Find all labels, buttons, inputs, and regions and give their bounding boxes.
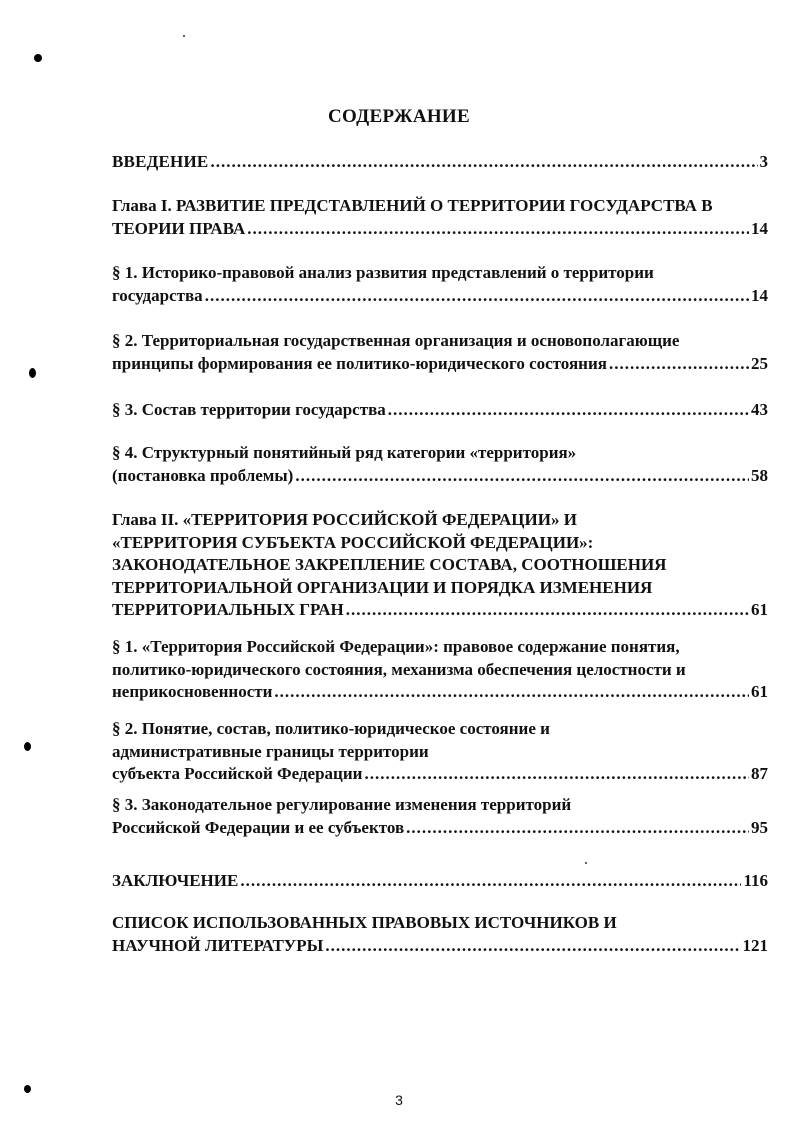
- toc-entry-ch2-section-1: [112, 636, 768, 704]
- toc-entry-chapter-1: [112, 195, 768, 240]
- dot-leader: [210, 151, 757, 174]
- toc-entry-chapter-2: [112, 509, 768, 622]
- toc-leader-line: [112, 218, 768, 241]
- toc-entry-title: неприкосновенности: [112, 682, 273, 701]
- toc-entry-title: Глава I. РАЗВИТИЕ ПРЕДСТАВЛЕНИЙ О ТЕРРИТОРИИ ГОСУДАРСТВА В: [112, 196, 713, 215]
- toc-entry-title: политико-юридического состояния, механизма обеспечения целостности и: [112, 659, 686, 679]
- toc-entry-title: ТЕРРИТОРИАЛЬНЫХ ГРАН: [112, 600, 344, 619]
- toc-entry-title: § 4. Структурный понятийный ряд категории «территория»: [112, 443, 577, 462]
- toc-page-number: 61: [751, 600, 768, 619]
- toc-leader-line: [112, 681, 768, 704]
- toc-leader-line: [112, 935, 768, 958]
- toc-page-number: 43: [751, 400, 768, 419]
- toc-leader-line: [112, 870, 768, 893]
- toc-entry-title: § 1. «Территория Российской Федерации»: правовое содержание понятия,: [112, 637, 680, 656]
- toc-leader-line: [112, 599, 768, 622]
- toc-page-number: 116: [743, 871, 768, 890]
- toc-entry-title: § 1. Историко-правовой анализ развития представлений о территории: [112, 263, 654, 282]
- dot-leader: [205, 285, 749, 308]
- toc-entry-title: § 3. Законодательное регулирование изменения территорий: [112, 795, 572, 814]
- dot-leader: [295, 465, 749, 488]
- toc-entry-title: НАУЧНОЙ ЛИТЕРАТУРЫ: [112, 935, 324, 955]
- toc-page-number: 3: [759, 152, 768, 171]
- toc-entry-ch2-section-2: [112, 718, 768, 786]
- dot-leader: [388, 399, 749, 422]
- toc-leader-line: [112, 817, 768, 840]
- toc-page-number: 25: [751, 353, 768, 373]
- toc-entry-title: принципы формирования ее политико-юридического состояния: [112, 353, 607, 373]
- scan-speck: [34, 54, 42, 62]
- page-footer-number: 3: [395, 1092, 403, 1108]
- toc-page-number: 95: [751, 817, 768, 837]
- dot-leader: [346, 599, 749, 622]
- toc-leader-line: [112, 399, 768, 422]
- dot-leader: [247, 218, 749, 241]
- scan-speck: [24, 742, 31, 751]
- toc-entry-ch1-section-4: [112, 442, 768, 487]
- toc-entry-title: § 2. Территориальная государственная организация и основополагающие: [112, 331, 680, 350]
- toc-entry-ch1-section-3: [112, 399, 768, 422]
- page-title: СОДЕРЖАНИЕ: [328, 106, 470, 127]
- dot-leader: [274, 681, 749, 704]
- toc-entry-title: ЗАКЛЮЧЕНИЕ: [112, 871, 239, 890]
- toc-page-number: 87: [751, 764, 768, 783]
- toc-entry-title: административные границы территории: [112, 741, 429, 761]
- toc-entry-title: Глава II. «ТЕРРИТОРИЯ РОССИЙСКОЙ ФЕДЕРАЦИИ» И: [112, 510, 577, 529]
- dot-leader: [364, 763, 749, 786]
- toc-entry-introduction: [112, 151, 768, 174]
- toc-page-number: 14: [751, 218, 768, 238]
- toc-leader-line: [112, 353, 768, 376]
- toc-entry-title: (постановка проблемы): [112, 465, 294, 485]
- toc-entry-title: «ТЕРРИТОРИЯ СУБЪЕКТА РОССИЙСКОЙ ФЕДЕРАЦИИ»:: [112, 532, 594, 552]
- toc-leader-line: [112, 465, 768, 488]
- scan-speck: [29, 368, 36, 378]
- toc-entry-bibliography: [112, 912, 768, 957]
- toc-entry-title: ЗАКОНОДАТЕЛЬНОЕ ЗАКРЕПЛЕНИЕ СОСТАВА, СООТНОШЕНИЯ: [112, 555, 667, 574]
- dot-leader: [609, 353, 749, 376]
- toc-entry-ch1-section-2: [112, 330, 768, 375]
- toc-entry-title: § 2. Понятие, состав, политико-юридическое состояние и: [112, 719, 550, 738]
- toc-entry-title: ВВЕДЕНИЕ: [112, 152, 209, 171]
- dot-leader: [240, 870, 741, 893]
- toc-entry-title: субъекта Российской Федерации: [112, 764, 363, 783]
- scan-speck: [585, 862, 587, 864]
- toc-page-number: 61: [751, 682, 768, 701]
- toc-leader-line: [112, 763, 768, 786]
- toc-leader-line: [112, 151, 768, 174]
- toc-entry-title: ТЕРРИТОРИАЛЬНОЙ ОРГАНИЗАЦИИ И ПОРЯДКА ИЗМЕНЕНИЯ: [112, 577, 653, 597]
- toc-entry-title: государства: [112, 285, 203, 305]
- toc-entry-title: ТЕОРИИ ПРАВА: [112, 218, 246, 238]
- toc-page-number: 121: [742, 935, 768, 955]
- toc-entry-conclusion: [112, 870, 768, 893]
- toc-entry-ch2-section-3: [112, 794, 768, 839]
- toc-page-number: 58: [751, 465, 768, 485]
- dot-leader: [325, 935, 740, 958]
- toc-entry-ch1-section-1: [112, 262, 768, 307]
- toc-entry-title: Российской Федерации и ее субъектов: [112, 817, 405, 837]
- toc-page-number: 14: [751, 285, 768, 305]
- toc-leader-line: [112, 285, 768, 308]
- toc-entry-title: § 3. Состав территории государства: [112, 400, 386, 419]
- toc-entry-title: СПИСОК ИСПОЛЬЗОВАННЫХ ПРАВОВЫХ ИСТОЧНИКОВ И: [112, 913, 617, 932]
- scan-speck: [183, 35, 185, 37]
- dot-leader: [406, 817, 749, 840]
